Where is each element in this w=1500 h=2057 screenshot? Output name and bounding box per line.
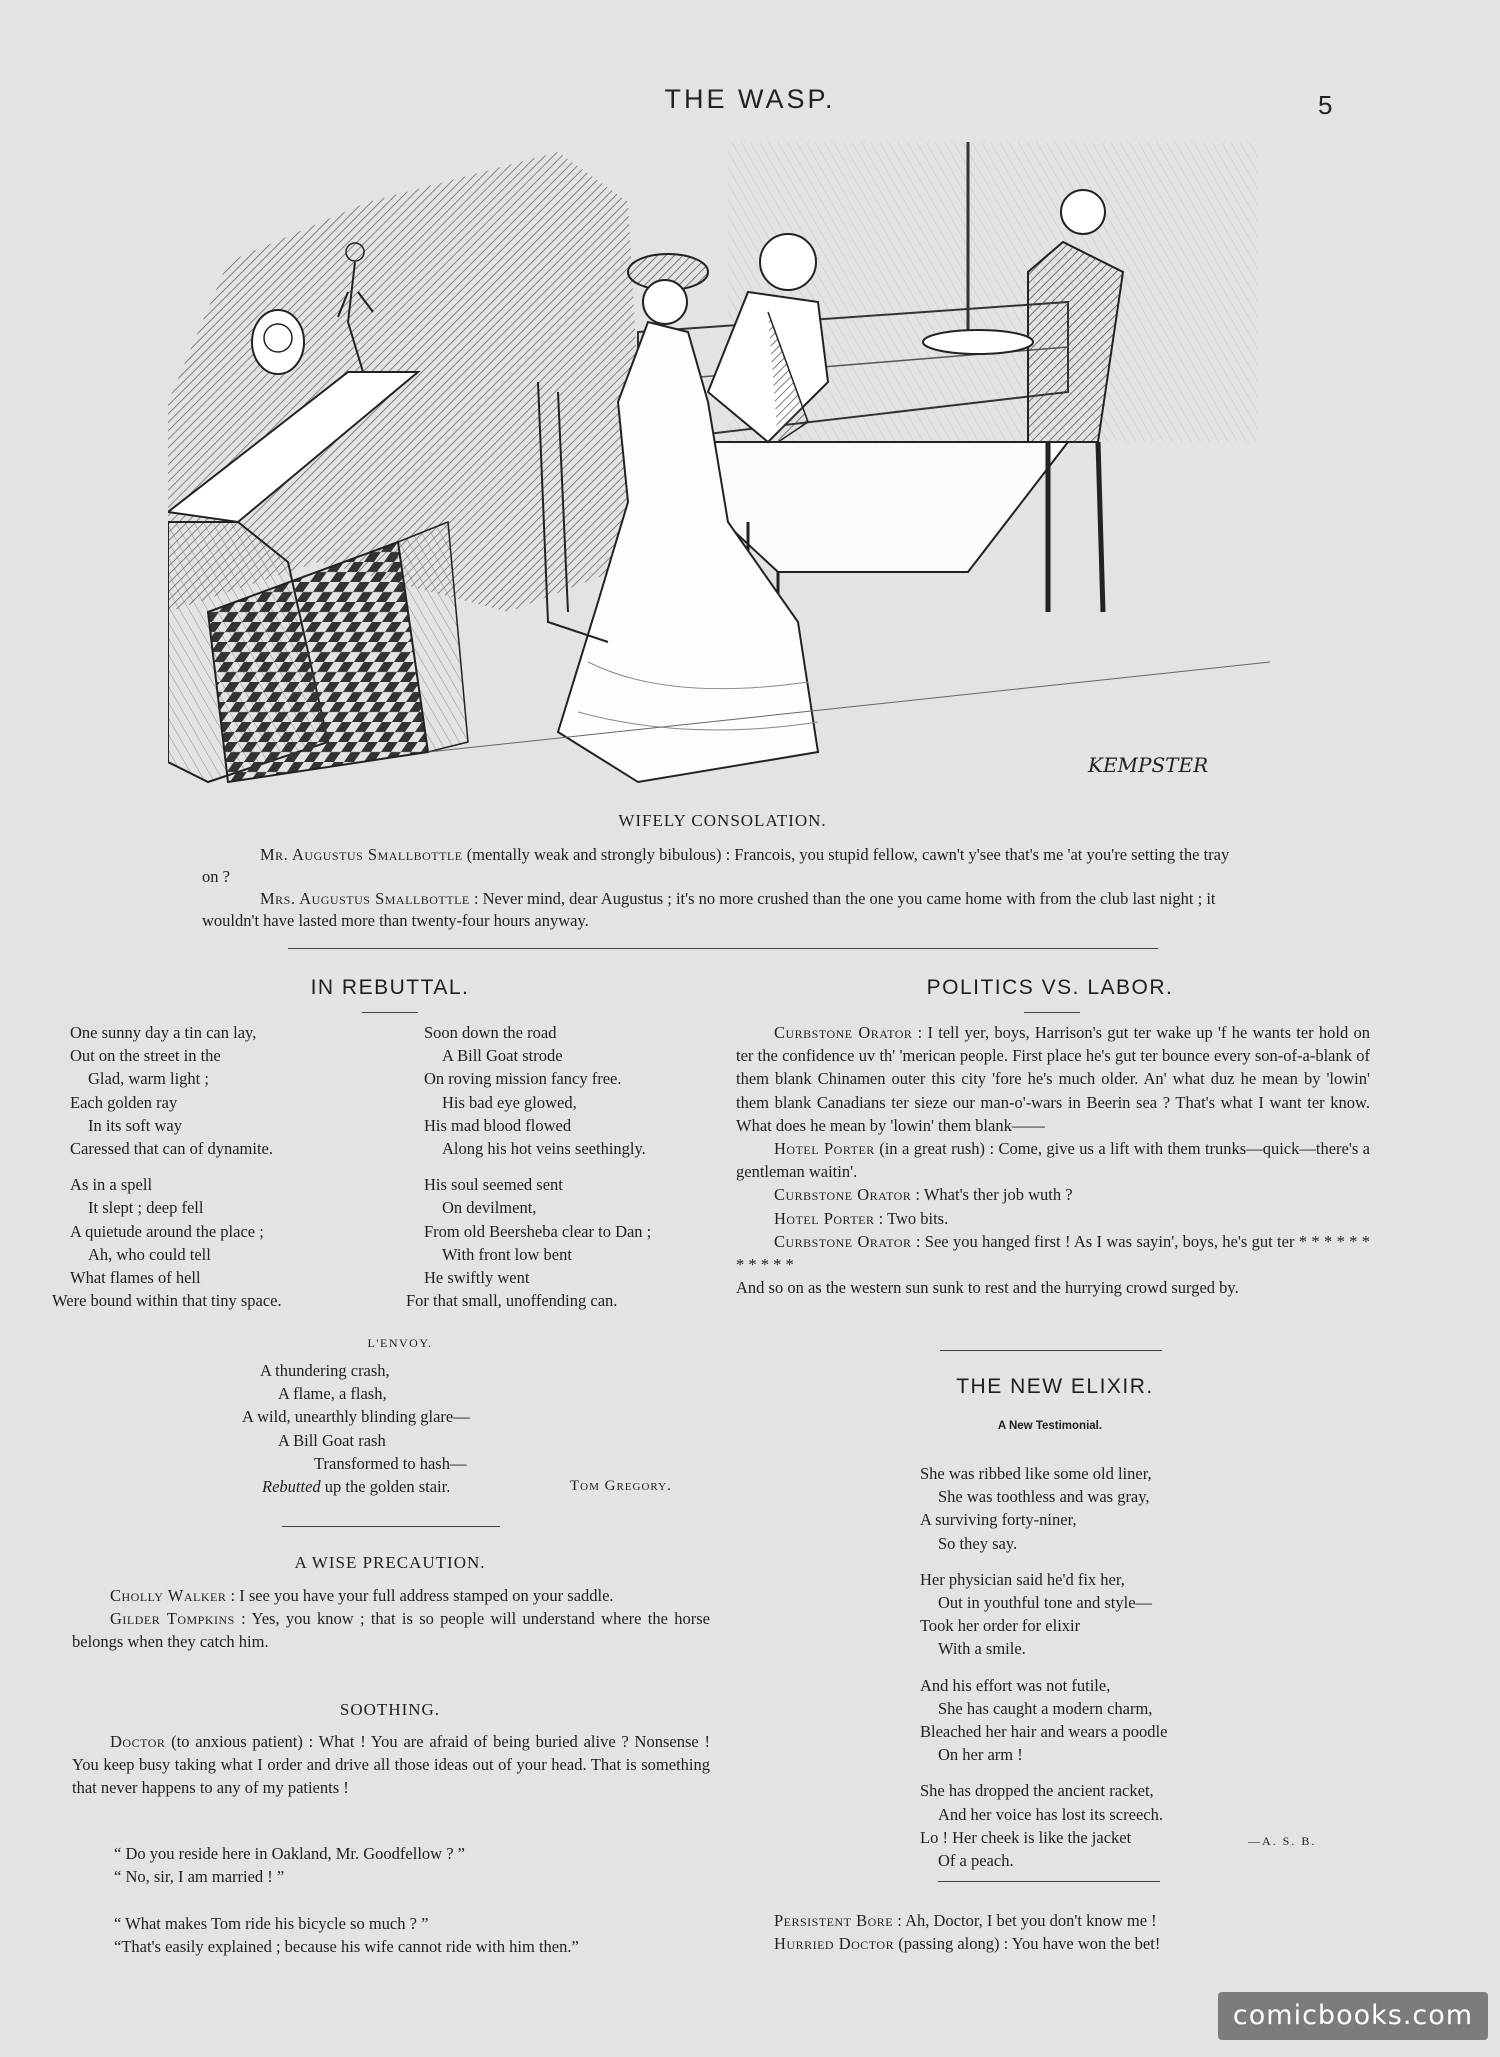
bicycle-joke (114, 1912, 579, 1958)
verse-line: For that small, unoffending can. (406, 1291, 618, 1311)
watermark-text: comicbooks.com (1232, 2000, 1474, 2031)
verse-line: Along his hot veins seethingly. (442, 1139, 646, 1159)
cartoon-title: WIFELY CONSOLATION. (618, 811, 827, 830)
closing-line: And so on as the western sun sunk to rest and the hurrying crowd surged by. (736, 1278, 1239, 1298)
verse-line: From old Beersheba clear to Dan ; (424, 1221, 652, 1241)
artist-signature: KEMPSTER (1088, 753, 1209, 777)
site-watermark (1218, 1992, 1488, 2040)
verse-line: So they say. (938, 1533, 1018, 1553)
divider-rule (1024, 1012, 1080, 1013)
stanza-gap (424, 1160, 724, 1173)
verse-line: Lo ! Her cheek is like the jacket (920, 1827, 1132, 1847)
dialog-line: “That's easily explained ; because his wife cannot ride with him then.” (114, 1937, 579, 1957)
elixir-verse (920, 1462, 1320, 1872)
verse-line: Glad, warm light ; (88, 1069, 209, 1089)
rebuttal-title: IN REBUTTAL. (310, 976, 470, 999)
verse-line: His soul seemed sent (424, 1175, 563, 1195)
speaker-name: Mrs. Augustus Smallbottle (260, 889, 470, 908)
dialog-line: “ No, sir, I am married ! ” (114, 1867, 285, 1887)
verse-line: Of a peach. (938, 1851, 1014, 1871)
speaker-name: Curbstone Orator (774, 1185, 912, 1205)
divider-rule (282, 1526, 500, 1527)
verse-line: On devilment, (442, 1198, 537, 1218)
verse-line: A Bill Goat rash (278, 1430, 386, 1450)
dialog-text: (to anxious patient) : What ! You are afraid of being buried alive ? Nonsense ! You keep busy taking what I order and drive all those ideas out of your head. That is something that never happens to any of my patients ! (72, 1732, 710, 1798)
envoy-title: L'ENVOY. (367, 1336, 433, 1350)
verse-line: Were bound within that tiny space. (52, 1291, 282, 1311)
verse-line: Her physician said he'd fix her, (920, 1569, 1125, 1589)
stanza-gap (920, 1661, 1320, 1674)
verse-line: He swiftly went (424, 1268, 530, 1288)
page-number: 5 (1318, 90, 1333, 120)
verse-line: Out on the street in the (70, 1046, 221, 1066)
masthead-title: THE WASP. (664, 84, 836, 114)
soothing-title: SOOTHING. (339, 1700, 441, 1719)
speaker-name: Persistent Bore (774, 1911, 894, 1930)
verse-line: A thundering crash, (260, 1361, 390, 1380)
speaker-name: Gilder Tompkins (110, 1609, 235, 1629)
verse-line: She has dropped the ancient racket, (920, 1781, 1154, 1801)
soothing-text (72, 1730, 710, 1800)
dialog-text: : Ah, Doctor, I bet you don't know me ! (893, 1911, 1157, 1930)
author-byline: Tom Gregory. (570, 1478, 672, 1494)
dialog-text: : I see you have your full address stamped on your saddle. (226, 1586, 614, 1605)
dialog-text: (passing along) : You have won the bet! (894, 1934, 1161, 1954)
dialog-text: : Two bits. (874, 1208, 949, 1228)
envoy-last-line (262, 1475, 562, 1498)
elixir-subtitle: A New Testimonial. (997, 1420, 1103, 1432)
dialog-text: : See you hanged first ! As I was sayin', boys, he's gut ter * * * * * * * * * * * (736, 1231, 1370, 1275)
speaker-name: Mr. Augustus Smallbottle (260, 845, 463, 864)
verse-line: A quietude around the place ; (70, 1221, 264, 1241)
verse-line: Out in youthful tone and style— (938, 1593, 1153, 1613)
verse-line: In its soft way (88, 1115, 182, 1135)
dialog-text: : What's ther job wuth ? (911, 1185, 1073, 1205)
envoy-verse (242, 1359, 540, 1475)
oakland-joke (114, 1842, 465, 1888)
divider-rule (940, 1350, 1162, 1351)
precaution-title: A WISE PRECAUTION. (294, 1553, 486, 1572)
bore-joke (774, 1909, 1160, 1955)
verse-line: Ah, who could tell (88, 1244, 211, 1264)
caption-text: (mentally weak and strongly bibulous) : Francois, you stupid fellow, cawn't y'see that's me 'at you're setting the tray on ? (202, 845, 1230, 886)
speaker-name: Doctor (110, 1732, 166, 1751)
verse-line: Each golden ray (70, 1092, 178, 1112)
verse-line: Took her order for elixir (920, 1616, 1081, 1636)
verse-line: On her arm ! (938, 1745, 1023, 1765)
verse-line: What flames of hell (70, 1268, 201, 1288)
verse-line: His bad eye glowed, (442, 1092, 577, 1112)
politics-title: POLITICS VS. LABOR. (926, 976, 1174, 999)
verse-line: A flame, a flash, (278, 1384, 387, 1404)
verse-line: His mad blood flowed (424, 1115, 572, 1135)
speaker-name: Curbstone Orator (774, 1023, 913, 1042)
verse-line: It slept ; deep fell (88, 1198, 204, 1218)
verse-line: On roving mission fancy free. (424, 1069, 622, 1089)
dialog-text: : I tell yer, boys, Harrison's gut ter wake up 'f he wants ter hold on ter the confidence uv th' 'merican people. First place he's gut ter bounce every son-of-a-blank of them blank Chinamen outer this city 'fore he's much older. An' what duz he mean by 'lowin' them blank Canadians ter sieze our man-o'-wars in Beerin sea ? That's what I want ter know. What does he mean by 'lowin' them blank—— (736, 1023, 1371, 1135)
verse-line: Caressed that can of dynamite. (70, 1139, 273, 1159)
dialog-line: “ Do you reside here in Oakland, Mr. Goodfellow ? ” (114, 1844, 465, 1863)
dialog-text: : Yes, you know ; that is so people will understand where the horse belongs when they catch him. (72, 1609, 710, 1652)
politics-text (736, 1021, 1370, 1299)
divider-rule (938, 1881, 1160, 1882)
elixir-title: THE NEW ELIXIR. (956, 1375, 1154, 1398)
verse-line: And his effort was not futile, (920, 1675, 1111, 1695)
speaker-name: Hotel Porter (774, 1139, 875, 1159)
rebuttal-verse-right (406, 1021, 724, 1312)
verse-line: A Bill Goat strode (442, 1046, 563, 1066)
cartoon-caption (202, 844, 1242, 932)
caption-text: : Never mind, dear Augustus ; it's no more crushed than the one you came home with from the club last night ; it wouldn't have lasted more than twenty-four hours anyway. (202, 889, 1216, 930)
italic-word: Rebutted (262, 1477, 321, 1496)
verse-line: And her voice has lost its screech. (938, 1804, 1163, 1824)
stanza-gap (70, 1160, 400, 1173)
speaker-name: Curbstone Orator (774, 1231, 912, 1251)
dialog-line: “ What makes Tom ride his bicycle so much ? ” (114, 1914, 429, 1933)
stanza-gap (920, 1555, 1320, 1568)
speaker-name: Cholly Walker (110, 1586, 227, 1605)
verse-line: She has caught a modern charm, (938, 1698, 1153, 1718)
dialog-text: (in a great rush) : Come, give us a lift with them trunks—quick—there's a gentleman waitin'. (736, 1139, 1370, 1182)
verse-line: Soon down the road (424, 1023, 557, 1042)
speaker-name: Hurried Doctor (774, 1934, 895, 1954)
engraving-illustration (168, 142, 1270, 802)
divider-rule (362, 1012, 418, 1013)
verse-line: Bleached her hair and wears a poodle (920, 1722, 1168, 1742)
verse-line: As in a spell (70, 1175, 153, 1195)
cartoon-illustration (168, 142, 1270, 802)
verse-line: She was toothless and was gray, (938, 1487, 1150, 1507)
verse-line: One sunny day a tin can lay, (70, 1023, 257, 1042)
verse-line: She was ribbed like some old liner, (920, 1464, 1152, 1483)
verse-line: A surviving forty-niner, (920, 1510, 1077, 1530)
divider-rule (288, 948, 1158, 949)
precaution-text (72, 1584, 710, 1654)
verse-line: Transformed to hash— (314, 1453, 467, 1473)
verse-line: With a smile. (938, 1639, 1026, 1659)
verse-line: up the golden stair. (320, 1477, 451, 1496)
speaker-name: Hotel Porter (774, 1208, 875, 1228)
stanza-gap (920, 1766, 1320, 1779)
rebuttal-verse-left (52, 1021, 400, 1312)
verse-line: A wild, unearthly blinding glare— (242, 1407, 470, 1427)
verse-line: With front low bent (442, 1244, 572, 1264)
author-byline: —A. S. B. (1248, 1834, 1317, 1848)
